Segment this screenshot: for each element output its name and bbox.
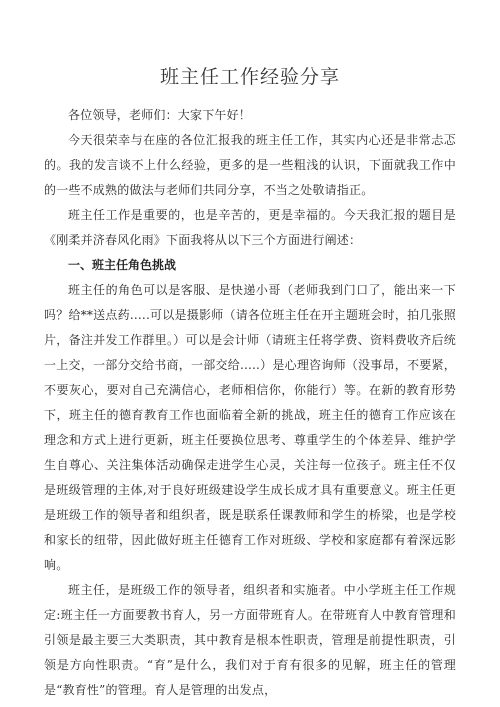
paragraph-intro: 今天很荣幸与在座的各位汇报我的班主任工作，其实内心还是非常忐忑的。我的发言谈不上什么经验，更多的是一些粗浅的认识，下面就我工作中的一些不成熟的做法与老师们共同分享，不当之处敬请指正。 bbox=[44, 133, 456, 197]
paragraph-duties: 班主任，是班级工作的领导者，组织者和实施者。中小学班主任工作规定:班主任一方面要教书育人，另一方面带班育人。在带班育人中教育管理和引领是最主要三大类职责，其中教育是根本性职责，管理是前提性职责，引领是方向性职责。“育”是什么，我们对于育有很多的见解，班主任的管理是“教育性”的管理。育人是管理的出发点， bbox=[44, 583, 456, 697]
paragraph-topic: 班主任工作是重要的，也是辛苦的，更是幸福的。今天我汇报的题目是《刚柔并济春风化雨》下面我将从以下三个方面进行阐述： bbox=[44, 208, 456, 247]
document-title: 班主任工作经验分享 bbox=[159, 66, 340, 88]
paragraph-roles: 班主任的角色可以是客服、是快递小哥（老师我到门口了，能出来一下吗？给**送点药.....可以是摄影师（请各位班主任在开主题班会时，拍几张照片，备注并发工作群里。）可以是会计师（请班主任将学费、资料费收齐后统一上交，一部分交给书商，一部交给.....）是心理咨询师（没事昂，不要紧，不要灰心，要对自己充满信心，老师相信你，你能行）等。在新的教育形势下，班主任的德育教育工作也面临着全新的挑战，班主任的德育工作应该在理念和方式上进行更新，班主任要换位思考、尊重学生的个体差异、维护学生自尊心、关注集体活动确保走进学生心灵，关注每一位孩子。班主任不仅是班级管理的主体,对于良好班级建设学生成长成才具有重要意义。班主任更是班级工作的领导者和组织者，既是联系任课教师和学生的桥梁，也是学校和家长的纽带，因此做好班主任德育工作对班级、学校和家庭都有着深远影响。 bbox=[44, 283, 456, 572]
section-heading-1: 一、班主任角色挑战 bbox=[68, 258, 177, 272]
greeting: 各位领导，老师们：大家下午好！ bbox=[68, 108, 252, 122]
